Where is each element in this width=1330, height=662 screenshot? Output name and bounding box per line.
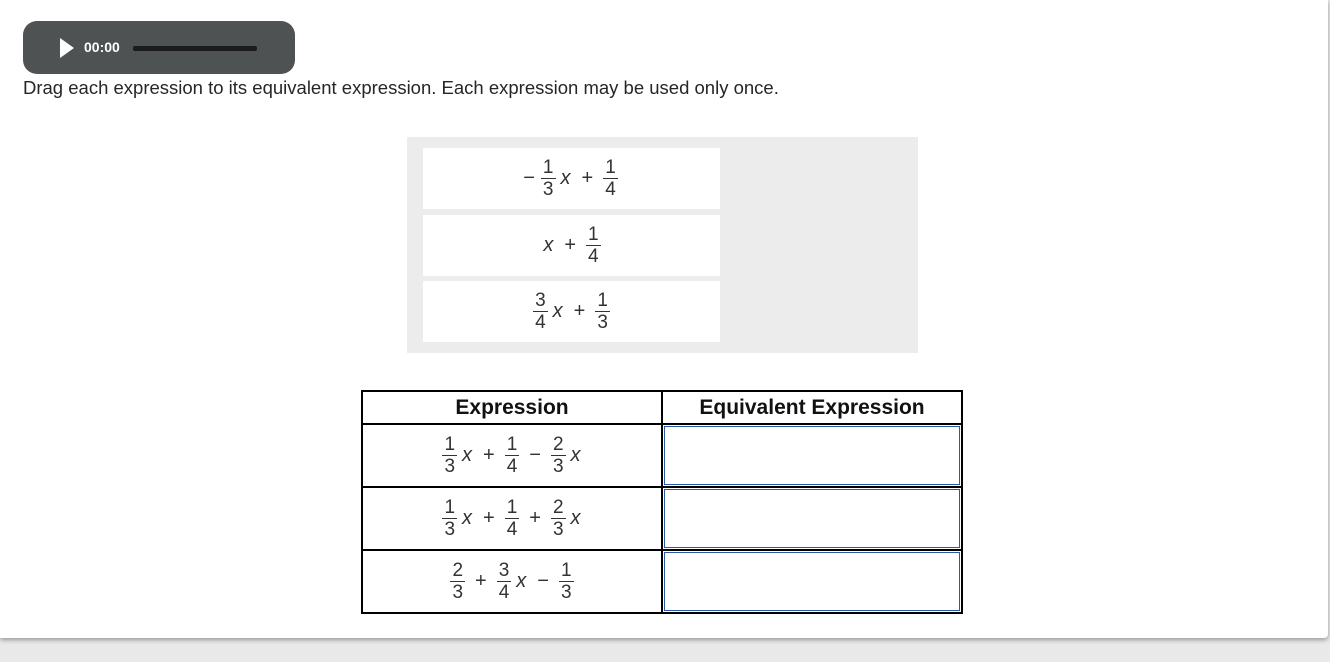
fraction bbox=[603, 158, 618, 199]
variable: x bbox=[516, 570, 527, 592]
denominator: 4 bbox=[605, 179, 616, 200]
draggable-expression-tile[interactable] bbox=[423, 215, 720, 276]
numerator: 1 bbox=[588, 224, 599, 245]
numerator: 1 bbox=[605, 157, 616, 178]
audio-player bbox=[23, 21, 295, 74]
play-icon[interactable] bbox=[60, 38, 74, 58]
denominator: 3 bbox=[552, 519, 564, 540]
operator: + bbox=[564, 234, 577, 256]
operator: + bbox=[475, 570, 487, 592]
equivalent-expression-cell bbox=[662, 424, 962, 487]
math-expression bbox=[523, 158, 620, 199]
expression-column-header: Expression bbox=[362, 391, 662, 424]
variable: x bbox=[552, 300, 563, 322]
fraction bbox=[551, 498, 566, 539]
denominator: 3 bbox=[444, 519, 456, 540]
denominator: 3 bbox=[452, 582, 464, 603]
table-row bbox=[362, 550, 962, 613]
numerator: 1 bbox=[444, 497, 456, 518]
numerator: 3 bbox=[498, 560, 510, 581]
expression-cell bbox=[362, 487, 662, 550]
drop-target[interactable] bbox=[664, 426, 960, 485]
answer-bank bbox=[407, 137, 918, 353]
variable: x bbox=[543, 234, 554, 256]
math-expression bbox=[440, 435, 583, 476]
numerator: 1 bbox=[560, 560, 572, 581]
fraction bbox=[595, 291, 610, 332]
draggable-expression-tile[interactable] bbox=[423, 148, 720, 209]
table-row bbox=[362, 487, 962, 550]
fraction bbox=[442, 498, 457, 539]
denominator: 4 bbox=[506, 456, 518, 477]
fraction bbox=[586, 225, 601, 266]
denominator: 4 bbox=[588, 246, 599, 267]
fraction bbox=[497, 561, 512, 602]
instructions-text: Drag each expression to its equivalent expression. Each expression may be used only once. bbox=[23, 77, 779, 98]
numerator: 2 bbox=[552, 434, 564, 455]
numerator: 1 bbox=[542, 157, 554, 178]
fraction bbox=[450, 561, 465, 602]
drop-target[interactable] bbox=[664, 489, 960, 548]
fraction bbox=[551, 435, 566, 476]
expression-cell bbox=[362, 424, 662, 487]
variable: x bbox=[462, 507, 473, 529]
denominator: 3 bbox=[560, 582, 572, 603]
math-expression bbox=[540, 225, 602, 266]
fraction bbox=[505, 435, 520, 476]
draggable-expression-tile[interactable] bbox=[423, 281, 720, 342]
numerator: 1 bbox=[597, 290, 608, 311]
denominator: 4 bbox=[498, 582, 510, 603]
numerator: 3 bbox=[535, 290, 546, 311]
equivalent-expression-cell bbox=[662, 487, 962, 550]
table-row bbox=[362, 424, 962, 487]
table-header-row bbox=[362, 391, 962, 424]
variable: x bbox=[570, 507, 581, 529]
operator: + bbox=[581, 167, 594, 189]
math-expression bbox=[448, 561, 575, 602]
equivalent-expression-column-header: Equivalent Expression bbox=[662, 391, 962, 424]
fraction bbox=[442, 435, 457, 476]
numerator: 1 bbox=[506, 497, 518, 518]
operator: + bbox=[483, 507, 495, 529]
denominator: 3 bbox=[552, 456, 564, 477]
variable: x bbox=[560, 167, 571, 189]
drop-target[interactable] bbox=[664, 552, 960, 611]
fraction bbox=[533, 291, 548, 332]
denominator: 4 bbox=[535, 312, 546, 333]
fraction bbox=[559, 561, 574, 602]
operator: + bbox=[483, 444, 495, 466]
operator: + bbox=[529, 507, 541, 529]
numerator: 1 bbox=[444, 434, 456, 455]
expression-cell bbox=[362, 550, 662, 613]
matching-table bbox=[361, 390, 963, 614]
denominator: 4 bbox=[506, 519, 518, 540]
denominator: 3 bbox=[542, 179, 554, 200]
audio-time: 00:00 bbox=[84, 39, 120, 55]
numerator: 2 bbox=[452, 560, 464, 581]
fraction bbox=[505, 498, 520, 539]
variable: x bbox=[570, 444, 581, 466]
denominator: 3 bbox=[444, 456, 456, 477]
operator: − bbox=[537, 570, 549, 592]
minus-sign: − bbox=[523, 167, 535, 189]
operator: − bbox=[529, 444, 541, 466]
numerator: 1 bbox=[506, 434, 518, 455]
numerator: 2 bbox=[552, 497, 564, 518]
math-expression bbox=[531, 291, 612, 332]
audio-progress-bar[interactable] bbox=[133, 46, 257, 51]
equivalent-expression-cell bbox=[662, 550, 962, 613]
math-expression bbox=[440, 498, 583, 539]
fraction bbox=[541, 158, 556, 199]
denominator: 3 bbox=[597, 312, 608, 333]
operator: + bbox=[573, 300, 586, 322]
variable: x bbox=[462, 444, 473, 466]
